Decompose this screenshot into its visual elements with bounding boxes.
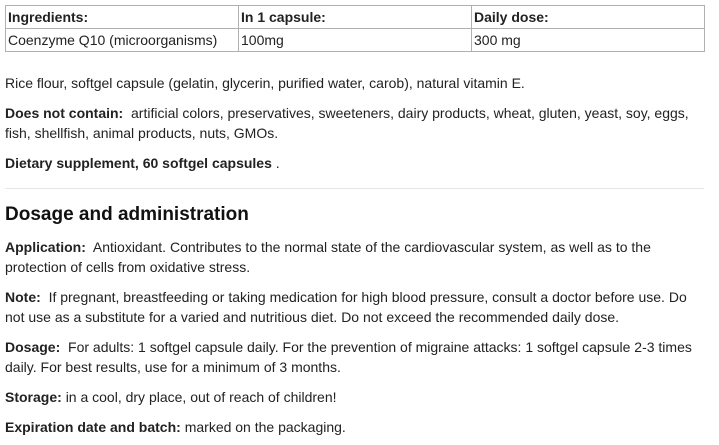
expiration-text: marked on the packaging. [184, 419, 346, 435]
expiration-label: Expiration date and batch: [5, 419, 181, 435]
application-label: Application: [5, 239, 86, 255]
header-in-1-capsule: In 1 capsule: [239, 6, 472, 29]
cell-per-capsule: 100mg [239, 29, 472, 52]
application-text: Antioxidant. Contributes to the normal state of the cardiovascular system, as well as to the protection of cells from oxidative stress. [5, 239, 651, 275]
expiration [5, 417, 704, 437]
header-daily-dose: Daily dose: [472, 6, 705, 29]
does-not-contain-label: Does not contain: [5, 105, 124, 121]
section-title: Dosage and administration [5, 204, 249, 225]
cell-ingredient: Coenzyme Q10 (microorganisms) [6, 29, 239, 52]
supplement-suffix: . [275, 155, 280, 171]
does-not-contain [5, 103, 704, 143]
header-ingredients: Ingredients: [6, 6, 239, 29]
supplement-line [5, 153, 704, 173]
storage [5, 387, 704, 407]
note-text: If pregnant, breastfeeding or taking medication for high blood pressure, consult a doctor before use. Do not use as a substitute for a varied and nutritious diet. Do not exceed the recommended daily dose. [5, 289, 687, 325]
application [5, 237, 704, 277]
note [5, 287, 704, 327]
section-divider [5, 188, 704, 189]
cell-daily-dose: 300 mg [472, 29, 705, 52]
dosage-label: Dosage: [5, 339, 61, 355]
does-not-contain-text: artificial colors, preservatives, sweeteners, dairy products, wheat, gluten, yeast, soy, eggs, fish, shellfish, animal products, nuts, GMOs. [5, 105, 689, 141]
note-label: Note: [5, 289, 41, 305]
storage-label: Storage: [5, 389, 62, 405]
ingredients-table [5, 5, 705, 52]
table-header-row [6, 6, 705, 29]
supplement-label: Dietary supplement, 60 softgel capsules [5, 155, 272, 171]
composition-text: Rice flour, softgel capsule (gelatin, glycerin, purified water, carob), natural vitamin E. [5, 75, 525, 91]
storage-text: in a cool, dry place, out of reach of children! [65, 389, 337, 405]
dosage-text: For adults: 1 softgel capsule daily. For the prevention of migraine attacks: 1 softgel capsule 2-3 times daily. For best results, use for a minimum of 3 months. [5, 339, 692, 375]
table-row [6, 29, 705, 52]
dosage [5, 337, 704, 377]
